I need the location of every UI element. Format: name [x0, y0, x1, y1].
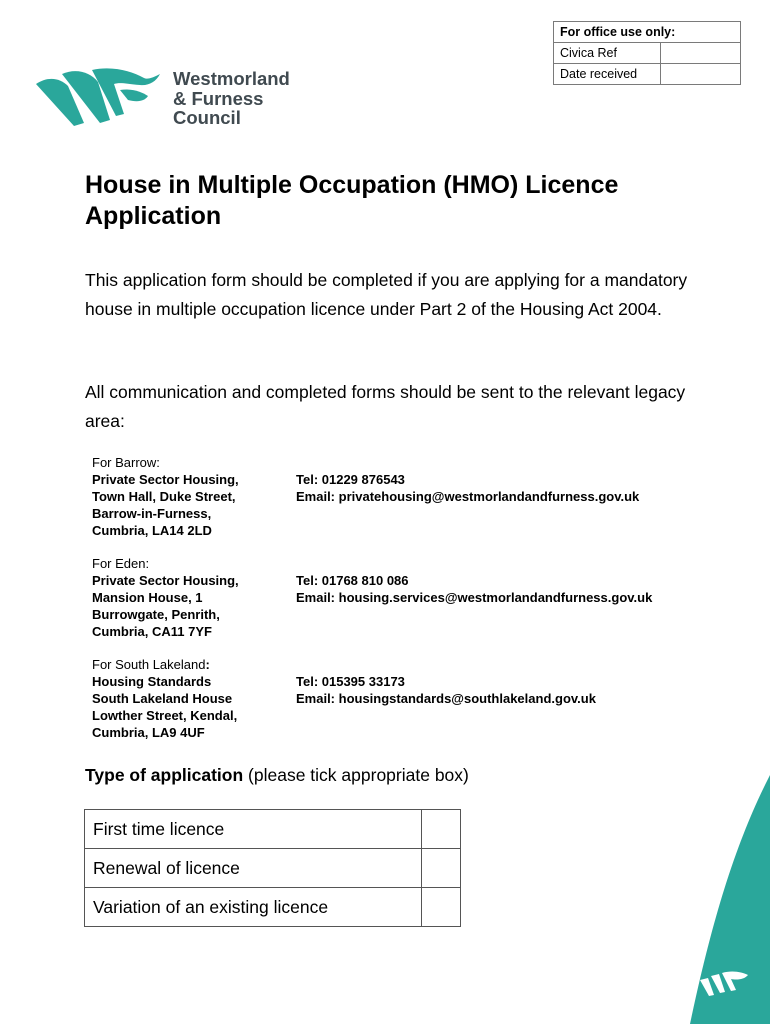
address-line: Cumbria, LA9 4UF	[92, 725, 205, 740]
address-line: Private Sector Housing,	[92, 472, 239, 487]
address-line: Housing Standards	[92, 674, 212, 689]
civica-ref-label: Civica Ref	[554, 43, 661, 64]
area-name: For Barrow:	[92, 455, 160, 470]
council-name-line2: & Furness	[173, 87, 264, 109]
address-line: Barrow-in-Furness,	[92, 506, 212, 521]
address-line: Town Hall, Duke Street,	[92, 489, 236, 504]
application-type-note: (please tick appropriate box)	[248, 765, 469, 785]
intro-paragraph: This application form should be completed if you are applying for a mandatory house in multiple occupation licence under Part 2 of the Housing Act 2004.	[85, 270, 688, 319]
area-name-suffix: :	[205, 657, 210, 672]
area-email[interactable]: Email: housing.services@westmorlandandfurness.gov.uk	[296, 590, 653, 605]
option-label: Renewal of licence	[85, 849, 422, 888]
address-line: South Lakeland House	[92, 691, 233, 706]
area-name: For Eden:	[92, 556, 150, 571]
area-tel: Tel: 01229 876543	[296, 472, 405, 487]
area-name-text: For South Lakeland	[92, 657, 206, 672]
communication-paragraph: All communication and completed forms should be sent to the relevant legacy area:	[85, 382, 686, 431]
council-name-line1: Westmorland	[173, 68, 290, 89]
address-line: Private Sector Housing,	[92, 573, 239, 588]
address-line: Lowther Street, Kendal,	[92, 708, 238, 723]
address-line: Burrowgate, Penrith,	[92, 607, 220, 622]
option-label: Variation of an existing licence	[85, 888, 422, 927]
area-tel: Tel: 01768 810 086	[296, 573, 409, 588]
option-label: First time licence	[85, 810, 422, 849]
page-title: House in Multiple Occupation (HMO) Licence Application	[85, 171, 619, 230]
office-use-header: For office use only:	[554, 22, 741, 43]
address-line: Cumbria, CA11 7YF	[92, 624, 212, 639]
application-type-title: Type of application	[85, 765, 244, 785]
address-line: Mansion House, 1	[92, 590, 203, 605]
area-tel: Tel: 015395 33173	[296, 674, 405, 689]
area-email[interactable]: Email: privatehousing@westmorlandandfurness.gov.uk	[296, 489, 640, 504]
date-received-label: Date received	[554, 64, 661, 85]
area-email[interactable]: Email: housingstandards@southlakeland.gov.uk	[296, 691, 596, 706]
address-line: Cumbria, LA14 2LD	[92, 523, 212, 538]
council-name-line3: Council	[173, 107, 241, 128]
